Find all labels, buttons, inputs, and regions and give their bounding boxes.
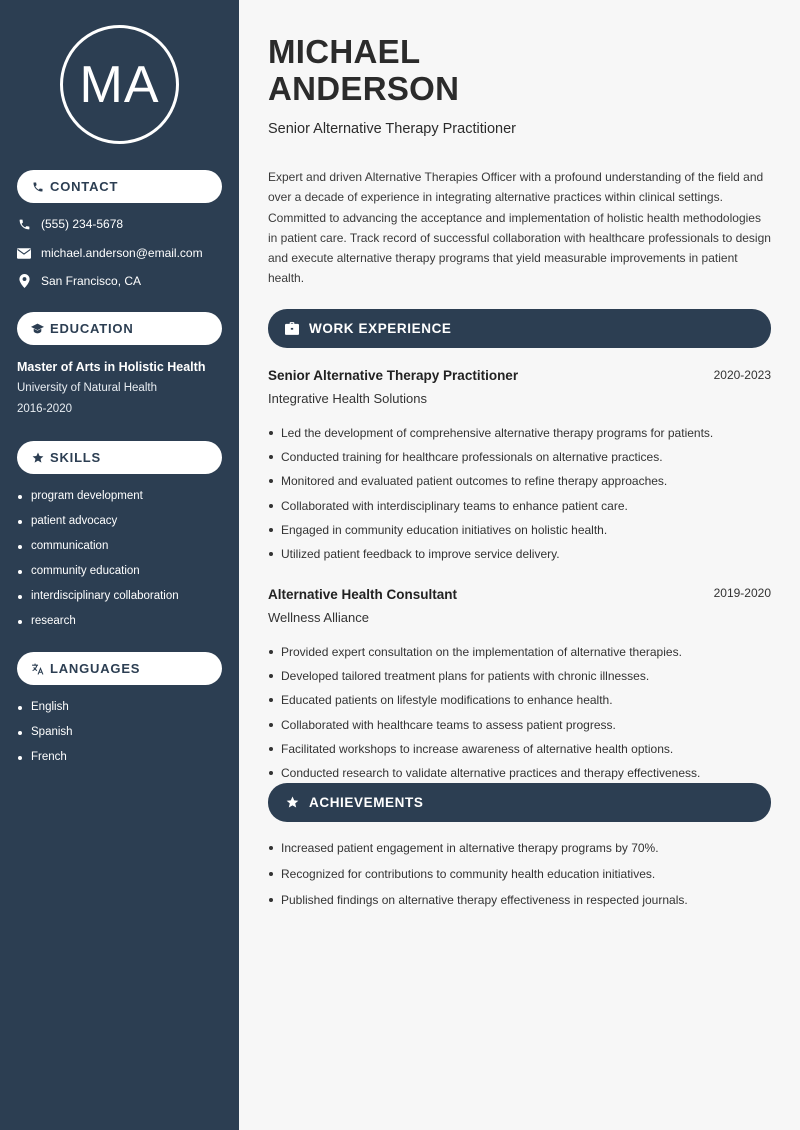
job-bullet: Conducted training for healthcare professionals on alternative practices. — [268, 449, 773, 473]
job-company: Wellness Alliance — [268, 610, 369, 625]
job-bullet: Collaborated with healthcare teams to assess patient progress. — [268, 717, 773, 741]
profile-summary: Expert and driven Alternative Therapies Officer with a profound understanding of the field and over a decade of experience in integrating alternative practices within clinical settings. Committed to advancing the acceptance and implementation of holistic health methodologies in patient care. Track record of successful collaboration with healthcare professionals to design and execute alternative therapy programs that yield measurable improvements in patient health. — [268, 170, 771, 286]
education-school: University of Natural Health — [17, 382, 157, 394]
achievements-heading: ACHIEVEMENTS — [309, 795, 424, 810]
graduation-cap-icon — [31, 322, 44, 335]
languages-heading: LANGUAGES — [50, 661, 141, 676]
translate-icon — [31, 662, 44, 675]
contact-phone — [17, 217, 123, 231]
phone-text: (555) 234-5678 — [41, 217, 124, 231]
job-bullet: Monitored and evaluated patient outcomes to refine therapy approaches. — [268, 473, 773, 497]
work-experience-heading: WORK EXPERIENCE — [309, 321, 452, 336]
achievement-item: Published findings on alternative therapy effectiveness in respected journals. — [268, 892, 773, 918]
job-bullet: Facilitated workshops to increase awareness of alternative health options. — [268, 741, 773, 765]
work-experience-header — [268, 309, 771, 348]
last-name: ANDERSON — [268, 70, 460, 107]
education-years: 2016-2020 — [17, 403, 72, 415]
education-degree: Master of Arts in Holistic Health — [17, 360, 206, 374]
job-bullet: Collaborated with interdisciplinary teams to enhance patient care. — [268, 498, 773, 522]
email-text: michael.anderson@email.com — [41, 246, 203, 260]
phone-icon — [17, 217, 31, 231]
achievements-list — [268, 840, 773, 918]
languages-header — [17, 652, 222, 685]
job-bullet: Engaged in community education initiatives on holistic health. — [268, 522, 773, 546]
sidebar — [0, 0, 239, 1130]
achievement-item: Increased patient engagement in alternative therapy programs by 70%. — [268, 840, 773, 866]
achievement-item: Recognized for contributions to community health education initiatives. — [268, 866, 773, 892]
job-title: Senior Alternative Therapy Practitioner — [268, 368, 519, 383]
skills-list — [17, 489, 179, 639]
star-icon — [285, 796, 299, 810]
contact-location — [17, 274, 141, 288]
briefcase-icon — [285, 322, 299, 336]
contact-heading: CONTACT — [50, 179, 119, 194]
job-bullet: Educated patients on lifestyle modifications to enhance health. — [268, 692, 773, 716]
language-item: Spanish — [17, 725, 73, 750]
contact-email — [17, 246, 203, 260]
skill-item: program development — [17, 489, 179, 514]
job-bullet: Led the development of comprehensive alternative therapy programs for patients. — [268, 425, 773, 449]
job-dates: 2020-2023 — [713, 368, 771, 382]
job-bullet: Utilized patient feedback to improve service delivery. — [268, 546, 773, 570]
first-name: MICHAEL — [268, 33, 421, 70]
envelope-icon — [17, 246, 31, 260]
job-bullets — [268, 425, 773, 570]
job-bullet: Developed tailored treatment plans for patients with chronic illnesses. — [268, 668, 773, 692]
skill-item: patient advocacy — [17, 514, 179, 539]
star-icon — [31, 451, 44, 464]
skills-heading: SKILLS — [50, 450, 102, 465]
language-item: English — [17, 700, 73, 725]
achievements-header — [268, 783, 771, 822]
languages-list — [17, 700, 73, 775]
language-item: French — [17, 750, 73, 775]
job-bullets — [268, 644, 773, 789]
skill-item: communication — [17, 539, 179, 564]
candidate-name — [268, 33, 459, 107]
map-pin-icon — [17, 274, 31, 288]
job-title-heading: Senior Alternative Therapy Practitioner — [268, 121, 516, 137]
skill-item: research — [17, 614, 179, 639]
job-dates: 2019-2020 — [713, 586, 771, 600]
phone-icon — [31, 180, 44, 193]
location-text: San Francisco, CA — [41, 274, 142, 288]
skill-item: interdisciplinary collaboration — [17, 589, 179, 614]
avatar: MA — [60, 25, 179, 144]
skills-header — [17, 441, 222, 474]
education-header — [17, 312, 222, 345]
contact-header — [17, 170, 222, 203]
job-bullet: Conducted research to validate alternative practices and therapy effectiveness. — [268, 765, 773, 789]
skill-item: community education — [17, 564, 179, 589]
job-bullet: Provided expert consultation on the implementation of alternative therapies. — [268, 644, 773, 668]
job-company: Integrative Health Solutions — [268, 391, 427, 406]
education-heading: EDUCATION — [50, 321, 134, 336]
job-title: Alternative Health Consultant — [268, 587, 458, 602]
